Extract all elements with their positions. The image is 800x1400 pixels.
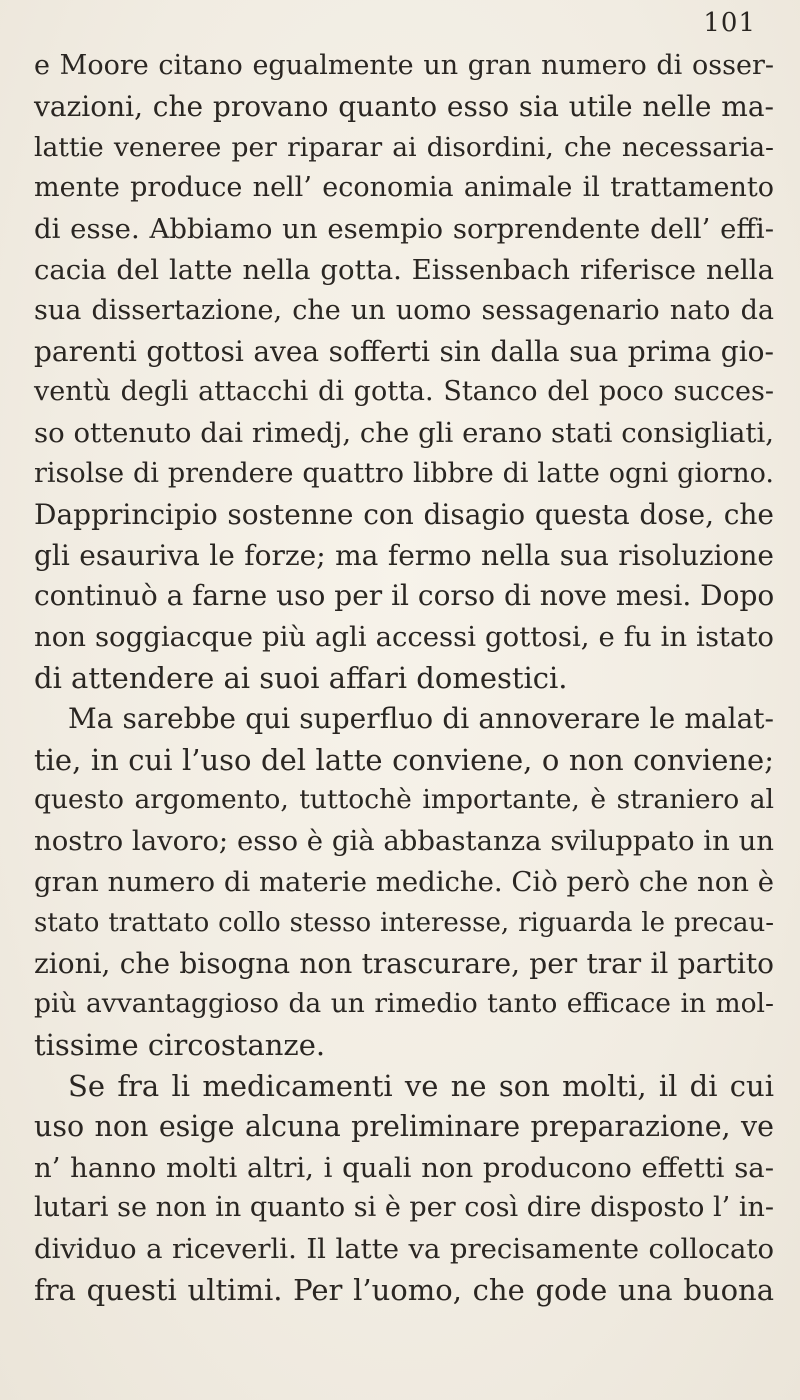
text-line: sua dissertazione, che un uomo sessagenario nato da bbox=[34, 294, 774, 326]
body-text bbox=[34, 46, 774, 1311]
text-line: stato trattato collo stesso interesse, riguarda le precau- bbox=[34, 907, 774, 938]
text-line: di esse. Abbiamo un esempio sorprendente dell’ effi- bbox=[34, 213, 774, 246]
text-line: dividuo a riceverli. Il latte va precisamente collocato bbox=[34, 1233, 774, 1266]
text-line: non soggiacque più agli accessi gottosi, e fu in istato bbox=[34, 621, 774, 654]
text-line: zioni, che bisogna non trascurare, per trar il partito bbox=[34, 946, 774, 980]
text-line: ventù degli attacchi di gotta. Stanco del poco succes- bbox=[34, 376, 774, 408]
text-line: parenti gottosi avea sofferti sin dalla sua prima gio- bbox=[34, 334, 774, 368]
text-line: tie, in cui l’uso del latte conviene, o non conviene; bbox=[34, 742, 774, 777]
text-line: vazioni, che provano quanto esso sia utile nelle ma- bbox=[34, 89, 774, 123]
paragraph-3 bbox=[34, 1066, 774, 1311]
text-line: gli esauriva le forze; ma fermo nella sua risoluzione bbox=[34, 538, 774, 572]
text-line: continuò a farne uso per il corso di nove mesi. Dopo bbox=[34, 579, 775, 613]
text-line: più avvantaggioso da un rimedio tanto efficace in mol- bbox=[34, 988, 774, 1020]
text-line: risolse di prendere quattro libbre di latte ogni giorno. bbox=[34, 457, 774, 489]
text-line: questo argomento, tuttochè importante, è straniero al bbox=[34, 784, 774, 816]
paragraph-1 bbox=[34, 46, 774, 699]
paragraph-2 bbox=[34, 699, 774, 1066]
text-line: di attendere ai suoi affari domestici. bbox=[34, 660, 568, 695]
text-line: cacia del latte nella gotta. Eissenbach riferisce nella bbox=[34, 253, 774, 286]
text-line: n’ hanno molti altri, i quali non producono effetti sa- bbox=[34, 1151, 774, 1184]
page-number: 101 bbox=[703, 8, 756, 38]
text-line: Dapprincipio sostenne con disagio questa dose, che bbox=[34, 497, 774, 531]
text-line: lattie veneree per riparar ai disordini, che necessaria- bbox=[34, 131, 774, 163]
text-line: uso non esige alcuna preliminare preparazione, ve bbox=[34, 1109, 774, 1143]
text-line: Se fra li medicamenti ve ne son molti, il di cui bbox=[68, 1068, 774, 1103]
text-line: nostro lavoro; esso è già abbastanza sviluppato in un bbox=[34, 825, 774, 858]
text-line: Ma sarebbe qui superfluo di annoverare le malat- bbox=[68, 701, 774, 735]
text-line: e Moore citano egualmente un gran numero di osser- bbox=[34, 50, 774, 81]
text-line: fra questi ultimi. Per l’uomo, che gode una buona bbox=[34, 1272, 774, 1307]
text-line: mente produce nell’ economia animale il trattamento bbox=[34, 172, 774, 204]
text-line: tissime circostanze. bbox=[34, 1028, 326, 1063]
text-line: so ottenuto dai rimedj, che gli erano stati consigliati, bbox=[34, 417, 774, 450]
text-line: gran numero di materie mediche. Ciò però che non è bbox=[34, 865, 774, 898]
text-line: lutari se non in quanto si è per così dire disposto l’ in- bbox=[34, 1192, 774, 1224]
